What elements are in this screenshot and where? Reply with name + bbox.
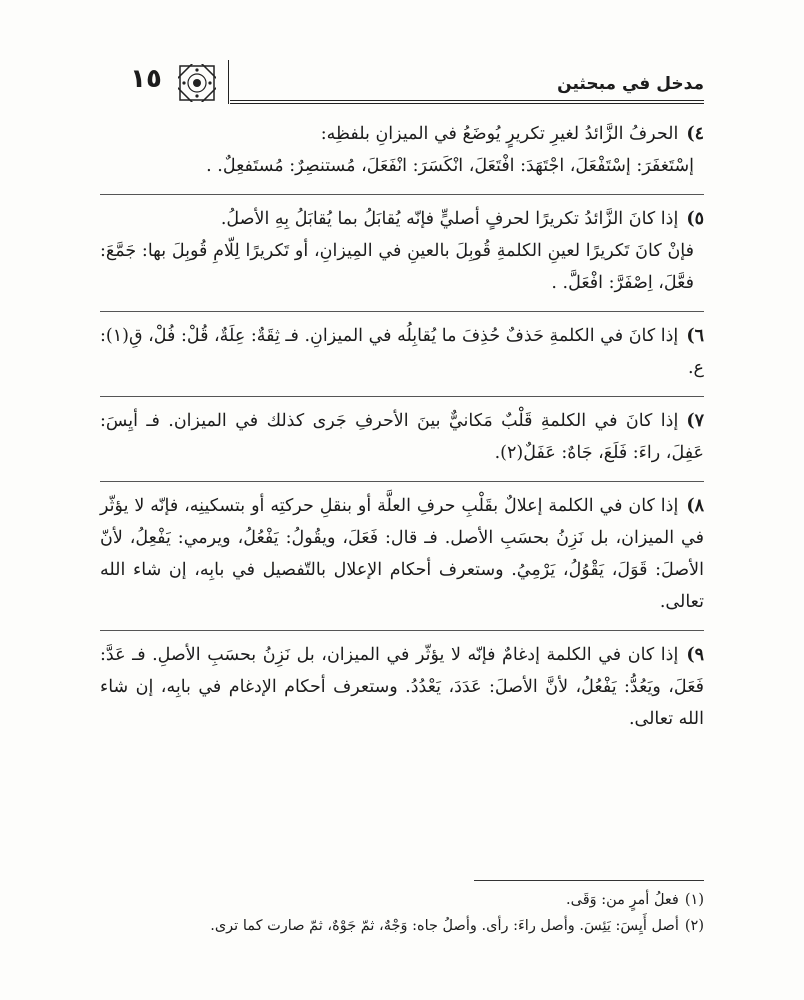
- rule-5: [100, 203, 704, 299]
- rule-number: ٨): [686, 496, 704, 516]
- rule-examples: فإنْ كانَ تَكريرًا لعينِ الكلمةِ قُوبِلَ بالعينِ في المِيزانِ، أو تَكريرًا لِلّامِ قُوبِلَ بها: جَمَّعَ: فعَّلَ، اِصْفَرَّ: افْعَلَّ. .: [100, 241, 694, 293]
- rule-examples: إسْتَغفَرَ: إسْتَفْعَلَ، اجْتَهَدَ: افْتَعَلَ، انْكَسَرَ: انْفَعَلَ، مُستنصِرٌ: مُستَفعِلٌ. .: [206, 156, 694, 176]
- divider: [100, 194, 704, 195]
- rules-list: [100, 118, 704, 747]
- footnote-number: (١): [684, 892, 704, 908]
- header-rule-thin: [230, 103, 704, 104]
- rule-9: [100, 639, 704, 735]
- header-rule: [230, 100, 704, 101]
- footnote-text: فعلُ أمرٍ من: وَقَى.: [566, 892, 679, 908]
- rule-text: ٩)إذا كان في الكلمة إدغامٌ فإنّه لا يؤثّر في الميزان، بل نَزِنُ بحسَبِ الأصلِ. فـ عَدَّ: فَعَلَ، ويَعُدُّ: يَفْعُلُ، لأنَّ الأصلَ: عَدَدَ، يَعْدُدُ. وستعرف أحكام الإدغام في بابِه، إن شاء الله تعالى.: [100, 645, 704, 729]
- ornament-icon: [178, 64, 216, 102]
- footnote-2: [100, 913, 704, 939]
- footnote-number: (٢): [684, 918, 704, 934]
- header-vertical-rule: [228, 60, 229, 104]
- footnote-1: [100, 887, 704, 913]
- footnote-text: أصل أَيِسَ: يَئِسَ. وأصل راءَ: رأى. وأصلُ جاه: وَجْهٌ، ثمّ جَوْهٌ، ثمّ صارت كما ترى.: [210, 918, 679, 934]
- running-title: مدخل في مبحثين: [557, 74, 704, 94]
- rule-6: [100, 320, 704, 384]
- rule-number: ٤): [686, 124, 704, 144]
- rule-text: ٤)الحرفُ الزَّائدُ لغيرِ تكريرٍ يُوضَعُ في الميزانِ بلفظِه:: [320, 124, 704, 144]
- divider: [100, 481, 704, 482]
- page-header: [120, 58, 704, 102]
- footnotes: [100, 880, 704, 939]
- rule-number: ٦): [686, 326, 704, 346]
- divider: [100, 630, 704, 631]
- rule-7: [100, 405, 704, 469]
- rule-4: [100, 118, 704, 182]
- rule-number: ٩): [686, 645, 704, 665]
- footnote-rule: [474, 880, 704, 881]
- page-number: ١٥: [130, 64, 162, 94]
- rule-text: ٥)إذا كانَ الزَّائدُ تكريرًا لحرفٍ أصليٍّ فإنّه يُقابَلُ بما يُقابَلُ بِهِ الأصلُ.: [220, 209, 704, 229]
- divider: [100, 396, 704, 397]
- rule-8: [100, 490, 704, 618]
- rule-number: ٥): [686, 209, 704, 229]
- rule-number: ٧): [686, 411, 704, 431]
- rule-text: ٦)إذا كانَ في الكلمةِ حَذفٌ حُذِفَ ما يُقابِلُه في الميزانِ. فـ ثِقَةٌ: عِلَةٌ، قُلْ: فُلْ، قِ(١): ع.: [100, 326, 704, 378]
- divider: [100, 311, 704, 312]
- rule-text: ٨)إذا كان في الكلمة إعلالٌ بقَلْبِ حرفِ العلَّة أو بنقلِ حركتِه أو بتسكينِه، فإنّه لا يؤثّر في الميزان، بل نَزِنُ بحسَبِ الأصل. فـ قال: فَعَلَ، ويقُولُ: يَفْعُلُ، ويرمي: يَفْعِلُ، لأنّ الأصلَ: قَوَلَ، يَقْوُلُ، يَرْمِيُ. وستعرف أحكام الإعلال بالتّفصيل في بابِه، إن شاء الله تعالى.: [100, 496, 704, 612]
- rule-text: ٧)إذا كانَ في الكلمةِ قَلْبٌ مَكانيٌّ بينَ الأحرفِ جَرى كذلك في الميزان. فـ أيِسَ: عَفِلَ، راءَ: فَلَعَ، جَاهٌ: عَفَلٌ(٢).: [100, 411, 704, 463]
